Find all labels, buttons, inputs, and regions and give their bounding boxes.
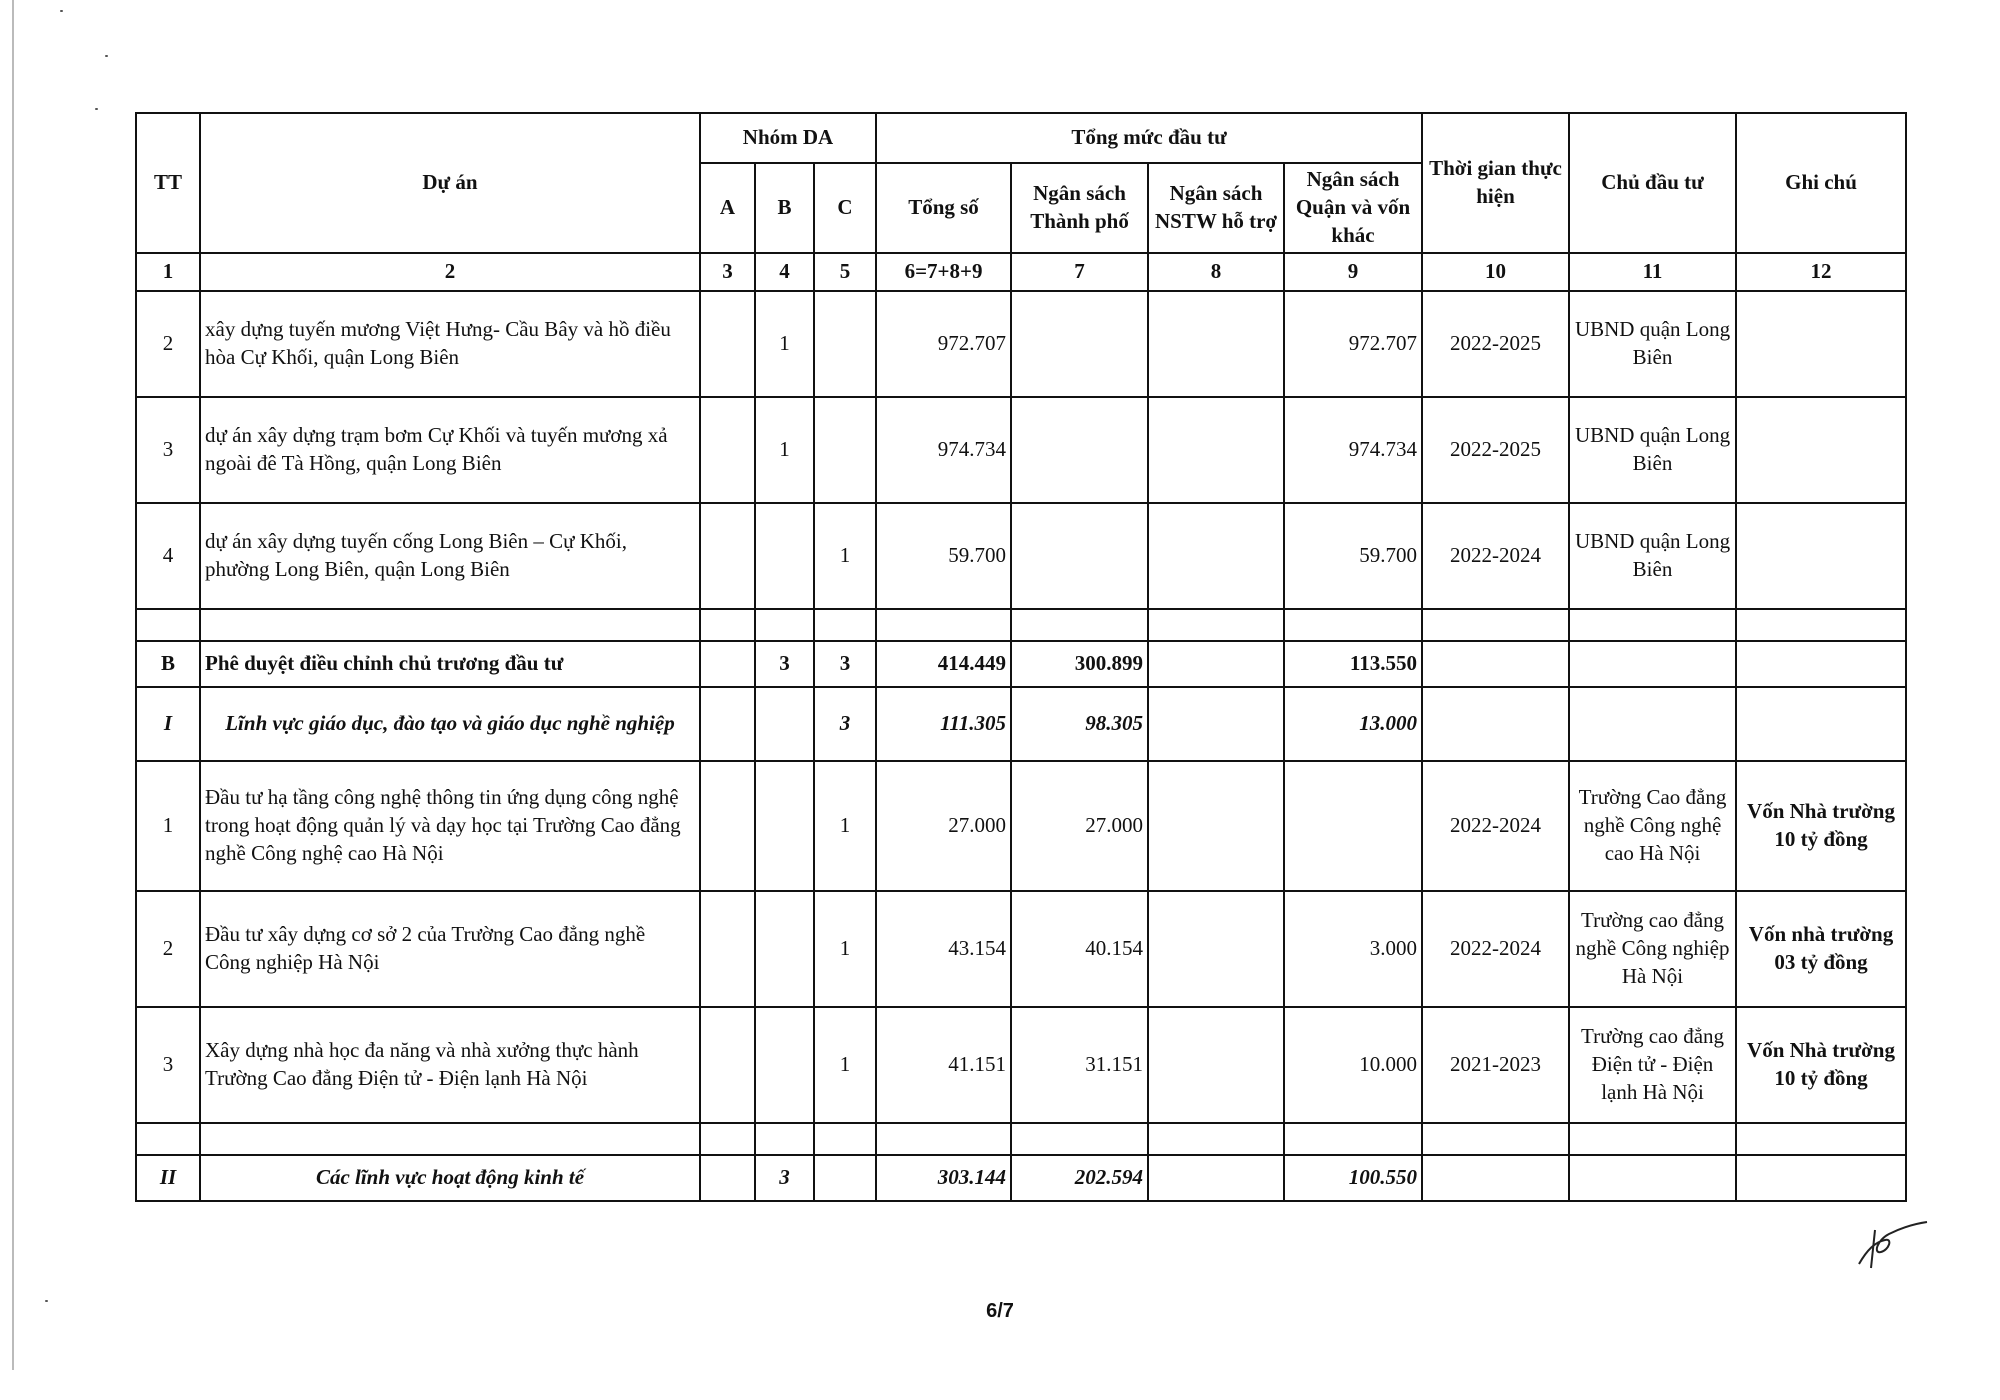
cell-ns-quan: 13.000 — [1284, 687, 1422, 761]
column-index: 2 — [200, 253, 700, 291]
cell-thoi-gian — [1422, 1155, 1569, 1201]
cell-chu-dau-tu — [1569, 687, 1736, 761]
cell-du-an: Lĩnh vực giáo dục, đào tạo và giáo dục nghề nghiệp — [200, 687, 700, 761]
cell-du-an: Xây dựng nhà học đa năng và nhà xưởng thực hành Trường Cao đẳng Điện tử - Điện lạnh Hà Nội — [200, 1007, 700, 1123]
header-nhom-c: C — [814, 163, 876, 253]
cell-nhom-b: 3 — [755, 641, 814, 687]
header-tong-muc-dau-tu: Tổng mức đầu tư — [876, 113, 1422, 163]
cell-tong-so: 59.700 — [876, 503, 1011, 609]
table-row — [136, 761, 1906, 891]
cell-ghi-chu — [1736, 687, 1906, 761]
cell-chu-dau-tu: Trường cao đẳng Điện tử - Điện lạnh Hà Nội — [1569, 1007, 1736, 1123]
subsection-row — [136, 687, 1906, 761]
cell-tong-so: 972.707 — [876, 291, 1011, 397]
page-number: 6/7 — [986, 1300, 1014, 1322]
cell-nhom-a — [700, 503, 755, 609]
cell-nhom-c: 3 — [814, 641, 876, 687]
cell-nhom-c: 1 — [814, 1007, 876, 1123]
cell-thoi-gian: 2021-2023 — [1422, 1007, 1569, 1123]
cell-thoi-gian: 2022-2025 — [1422, 397, 1569, 503]
cell-thoi-gian: 2022-2024 — [1422, 761, 1569, 891]
cell-nhom-c: 1 — [814, 761, 876, 891]
spacer-row — [136, 1123, 1906, 1155]
header-ns-thanh-pho: Ngân sách Thành phố — [1011, 163, 1148, 253]
scan-edge — [12, 0, 14, 1370]
cell-du-an: Các lĩnh vực hoạt động kinh tế — [200, 1155, 700, 1201]
column-index-row — [136, 253, 1906, 291]
cell-tt: 3 — [136, 1007, 200, 1123]
cell-chu-dau-tu — [1569, 641, 1736, 687]
header-tt: TT — [136, 113, 200, 253]
header-nhom-da: Nhóm DA — [700, 113, 876, 163]
column-index: 4 — [755, 253, 814, 291]
investment-table — [135, 112, 1907, 1202]
cell-ns-quan: 974.734 — [1284, 397, 1422, 503]
cell-ns-thanh-pho: 40.154 — [1011, 891, 1148, 1007]
cell-du-an: dự án xây dựng tuyến cống Long Biên – Cự Khối, phường Long Biên, quận Long Biên — [200, 503, 700, 609]
column-index: 8 — [1148, 253, 1284, 291]
cell-ns-nstw — [1148, 641, 1284, 687]
cell-nhom-b — [755, 1007, 814, 1123]
cell-nhom-b: 1 — [755, 291, 814, 397]
cell-nhom-b — [755, 761, 814, 891]
cell-ns-quan: 3.000 — [1284, 891, 1422, 1007]
cell-nhom-c — [814, 397, 876, 503]
cell-du-an: dự án xây dựng trạm bơm Cự Khối và tuyến mương xả ngoài đê Tà Hồng, quận Long Biên — [200, 397, 700, 503]
cell-ghi-chu — [1736, 641, 1906, 687]
cell-nhom-a — [700, 291, 755, 397]
column-index: 11 — [1569, 253, 1736, 291]
cell-thoi-gian: 2022-2024 — [1422, 891, 1569, 1007]
signature-mark — [1855, 1220, 1930, 1270]
column-index: 7 — [1011, 253, 1148, 291]
table-row — [136, 503, 1906, 609]
cell-nhom-a — [700, 641, 755, 687]
cell-ns-nstw — [1148, 291, 1284, 397]
table-row — [136, 1007, 1906, 1123]
column-index: 3 — [700, 253, 755, 291]
cell-ns-thanh-pho: 27.000 — [1011, 761, 1148, 891]
cell-ns-quan: 972.707 — [1284, 291, 1422, 397]
cell-ghi-chu: Vốn Nhà trường 10 tỷ đồng — [1736, 1007, 1906, 1123]
cell-ns-quan: 59.700 — [1284, 503, 1422, 609]
cell-nhom-a — [700, 1155, 755, 1201]
cell-chu-dau-tu — [1569, 1155, 1736, 1201]
cell-thoi-gian: 2022-2025 — [1422, 291, 1569, 397]
column-index: 1 — [136, 253, 200, 291]
cell-du-an: Đầu tư xây dựng cơ sở 2 của Trường Cao đẳng nghề Công nghiệp Hà Nội — [200, 891, 700, 1007]
cell-ns-quan: 113.550 — [1284, 641, 1422, 687]
cell-ns-nstw — [1148, 1155, 1284, 1201]
cell-thoi-gian — [1422, 687, 1569, 761]
cell-thoi-gian: 2022-2024 — [1422, 503, 1569, 609]
cell-ns-nstw — [1148, 503, 1284, 609]
cell-nhom-b — [755, 687, 814, 761]
cell-ns-nstw — [1148, 891, 1284, 1007]
cell-ns-nstw — [1148, 761, 1284, 891]
subsection-row — [136, 1155, 1906, 1201]
cell-nhom-b: 1 — [755, 397, 814, 503]
cell-ns-thanh-pho: 98.305 — [1011, 687, 1148, 761]
cell-nhom-b — [755, 503, 814, 609]
header-ns-quan: Ngân sách Quận và vốn khác — [1284, 163, 1422, 253]
cell-tong-so: 303.144 — [876, 1155, 1011, 1201]
cell-nhom-c — [814, 291, 876, 397]
cell-tt: 2 — [136, 291, 200, 397]
cell-tt: 4 — [136, 503, 200, 609]
header-chu-dau-tu: Chủ đầu tư — [1569, 113, 1736, 253]
cell-nhom-a — [700, 397, 755, 503]
scan-speck — [105, 55, 108, 57]
cell-du-an: Đầu tư hạ tầng công nghệ thông tin ứng dụng công nghệ trong hoạt động quản lý và dạy học tại Trường Cao đẳng nghề Công nghệ cao Hà Nội — [200, 761, 700, 891]
cell-nhom-c — [814, 1155, 876, 1201]
header-ns-nstw: Ngân sách NSTW hỗ trợ — [1148, 163, 1284, 253]
cell-ns-nstw — [1148, 1007, 1284, 1123]
cell-ghi-chu — [1736, 503, 1906, 609]
cell-chu-dau-tu: UBND quận Long Biên — [1569, 503, 1736, 609]
cell-ns-thanh-pho — [1011, 291, 1148, 397]
cell-ns-thanh-pho: 202.594 — [1011, 1155, 1148, 1201]
column-index: 9 — [1284, 253, 1422, 291]
cell-ns-thanh-pho: 300.899 — [1011, 641, 1148, 687]
cell-ns-thanh-pho — [1011, 397, 1148, 503]
cell-tong-so: 974.734 — [876, 397, 1011, 503]
cell-tt: B — [136, 641, 200, 687]
cell-tong-so: 414.449 — [876, 641, 1011, 687]
cell-ns-thanh-pho: 31.151 — [1011, 1007, 1148, 1123]
cell-nhom-b — [755, 891, 814, 1007]
spacer-row — [136, 609, 1906, 641]
cell-nhom-a — [700, 1007, 755, 1123]
section-row — [136, 641, 1906, 687]
cell-chu-dau-tu: Trường cao đẳng nghề Công nghiệp Hà Nội — [1569, 891, 1736, 1007]
cell-nhom-c: 1 — [814, 891, 876, 1007]
table-row — [136, 891, 1906, 1007]
cell-ghi-chu — [1736, 397, 1906, 503]
cell-tt: 2 — [136, 891, 200, 1007]
cell-chu-dau-tu: Trường Cao đẳng nghề Công nghệ cao Hà Nội — [1569, 761, 1736, 891]
cell-chu-dau-tu: UBND quận Long Biên — [1569, 397, 1736, 503]
cell-tong-so: 41.151 — [876, 1007, 1011, 1123]
cell-nhom-b: 3 — [755, 1155, 814, 1201]
scan-speck — [95, 108, 98, 110]
column-index: 12 — [1736, 253, 1906, 291]
cell-du-an: xây dựng tuyến mương Việt Hưng- Cầu Bây và hồ điều hòa Cự Khối, quận Long Biên — [200, 291, 700, 397]
cell-ghi-chu — [1736, 291, 1906, 397]
header-nhom-a: A — [700, 163, 755, 253]
header-tong-so: Tổng số — [876, 163, 1011, 253]
header-nhom-b: B — [755, 163, 814, 253]
cell-nhom-a — [700, 891, 755, 1007]
cell-tt: II — [136, 1155, 200, 1201]
cell-ns-nstw — [1148, 397, 1284, 503]
cell-tt: 1 — [136, 761, 200, 891]
cell-thoi-gian — [1422, 641, 1569, 687]
cell-nhom-a — [700, 687, 755, 761]
cell-ns-quan: 100.550 — [1284, 1155, 1422, 1201]
table-row — [136, 397, 1906, 503]
cell-ns-quan — [1284, 761, 1422, 891]
table-row — [136, 291, 1906, 397]
header-du-an: Dự án — [200, 113, 700, 253]
column-index: 6=7+8+9 — [876, 253, 1011, 291]
cell-ns-quan: 10.000 — [1284, 1007, 1422, 1123]
header-thoi-gian: Thời gian thực hiện — [1422, 113, 1569, 253]
cell-nhom-a — [700, 761, 755, 891]
cell-ns-nstw — [1148, 687, 1284, 761]
cell-chu-dau-tu: UBND quận Long Biên — [1569, 291, 1736, 397]
cell-tt: I — [136, 687, 200, 761]
scan-speck — [60, 10, 63, 12]
cell-ghi-chu — [1736, 1155, 1906, 1201]
cell-nhom-c: 3 — [814, 687, 876, 761]
cell-nhom-c: 1 — [814, 503, 876, 609]
column-index: 5 — [814, 253, 876, 291]
cell-ns-thanh-pho — [1011, 503, 1148, 609]
header-row-1 — [136, 113, 1906, 163]
cell-ghi-chu: Vốn Nhà trường 10 tỷ đồng — [1736, 761, 1906, 891]
cell-ghi-chu: Vốn nhà trường 03 tỷ đồng — [1736, 891, 1906, 1007]
cell-tong-so: 111.305 — [876, 687, 1011, 761]
cell-tong-so: 43.154 — [876, 891, 1011, 1007]
cell-tong-so: 27.000 — [876, 761, 1011, 891]
cell-tt: 3 — [136, 397, 200, 503]
cell-du-an: Phê duyệt điều chỉnh chủ trương đầu tư — [200, 641, 700, 687]
header-ghi-chu: Ghi chú — [1736, 113, 1906, 253]
column-index: 10 — [1422, 253, 1569, 291]
